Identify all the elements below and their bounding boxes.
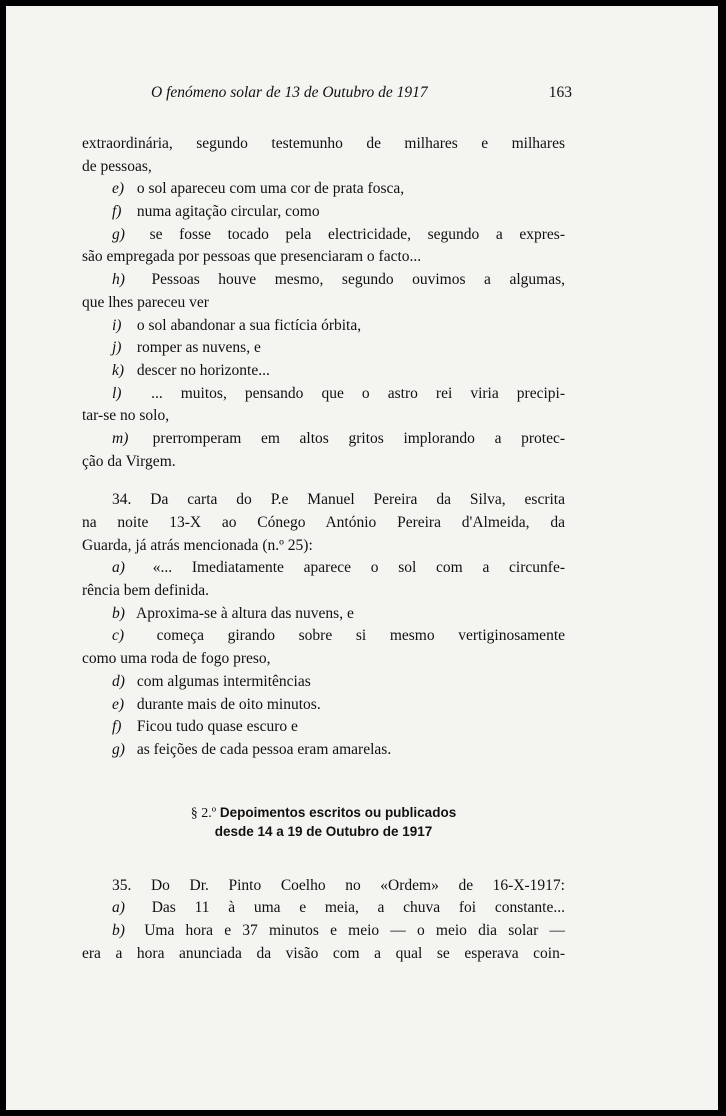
list-item: i) o sol abandonar a sua fictícia órbita, <box>82 315 565 338</box>
item-label: i) <box>112 316 122 334</box>
list-item: k) descer no horizonte... <box>82 360 565 383</box>
book-page <box>6 6 718 1110</box>
paragraph-34-line: 34. Da carta do P.e Manuel Pereira da Silva, escrita <box>112 491 565 509</box>
section-symbol: § 2.º <box>190 805 217 821</box>
text-line: de pessoas, <box>82 157 152 175</box>
text-line: rência bem definida. <box>82 582 209 600</box>
list-item: g) se fosse tocado pela electricidade, segundo a expres- <box>82 224 565 247</box>
text-line: tar-se no solo, <box>82 407 170 425</box>
list-item: a) «... Imediatamente aparece o sol com a circunfe- <box>82 557 565 580</box>
item-label: a) <box>112 559 125 577</box>
list-item: f) Ficou tudo quase escuro e <box>82 716 565 739</box>
text-line: era a hora anunciada da visão com a qual se esperava coin- <box>82 944 565 962</box>
running-header <box>151 84 572 106</box>
item-label: f) <box>112 203 122 221</box>
item-label: e) <box>112 180 125 198</box>
list-item: c) começa girando sobre si mesmo vertiginosamente <box>82 625 565 648</box>
paragraph-35-line: 35. Do Dr. Pinto Coelho no «Ordem» de 16-X-1917: <box>112 876 565 894</box>
item-label: d) <box>112 672 125 690</box>
list-item: l) ... muitos, pensando que o astro rei viria precipi- <box>82 383 565 406</box>
text-line: são empregada por pessoas que presenciaram o facto... <box>82 248 422 266</box>
list-item: g) as feições de cada pessoa eram amarelas. <box>82 739 565 762</box>
spacer <box>82 473 565 489</box>
item-label: k) <box>112 361 125 379</box>
list-item: d) com algumas intermitências <box>82 671 565 694</box>
list-item: a) Das 11 à uma e meia, a chuva foi constante... <box>82 897 565 920</box>
list-item: b) Aproxima-se à altura das nuvens, e <box>82 603 565 626</box>
item-label: e) <box>112 695 125 713</box>
spacer <box>82 762 565 804</box>
spacer <box>82 841 565 875</box>
list-item: e) o sol apareceu com uma cor de prata fosca, <box>82 178 565 201</box>
item-label: g) <box>112 740 125 758</box>
text-line: como uma roda de fogo preso, <box>82 650 271 668</box>
item-label: c) <box>112 627 125 645</box>
list-item: h) Pessoas houve mesmo, segundo ouvimos a algumas, <box>82 269 565 292</box>
item-label: f) <box>112 718 122 736</box>
list-item: e) durante mais de oito minutos. <box>82 694 565 717</box>
list-item: b) Uma hora e 37 minutos e meio — o meio dia solar — <box>82 920 565 943</box>
list-item: f) numa agitação circular, como <box>82 201 565 224</box>
paragraph-34-line: na noite 13-X ao Cónego António Pereira d'Almeida, da <box>82 514 565 531</box>
section-heading-line-1: Depoimentos escritos ou publicados <box>219 804 457 820</box>
list-item: j) romper as nuvens, e <box>82 337 565 360</box>
text-line: extraordinária, segundo testemunho de milhares e milhares <box>82 135 565 152</box>
item-label: b) <box>112 604 125 622</box>
section-heading-line-2: desde 14 a 19 de Outubro de 1917 <box>214 823 433 839</box>
section-heading <box>82 804 565 841</box>
item-label: b) <box>112 921 125 939</box>
running-title: O fenómeno solar de 13 de Outubro de 1917 <box>151 84 428 101</box>
item-label: a) <box>112 899 125 917</box>
item-label: l) <box>112 384 122 402</box>
item-label: j) <box>112 339 122 357</box>
list-item: m) prerromperam em altos gritos implorando a protec- <box>82 428 565 451</box>
page-body <box>82 133 565 965</box>
text-line: que lhes pareceu ver <box>82 293 209 311</box>
item-label: m) <box>112 429 129 447</box>
paragraph-34-line: Guarda, já atrás mencionada (n.º 25): <box>82 536 313 554</box>
page-number: 163 <box>548 84 572 101</box>
item-label: h) <box>112 271 125 289</box>
text-line: ção da Virgem. <box>82 452 176 470</box>
item-label: g) <box>112 225 125 243</box>
